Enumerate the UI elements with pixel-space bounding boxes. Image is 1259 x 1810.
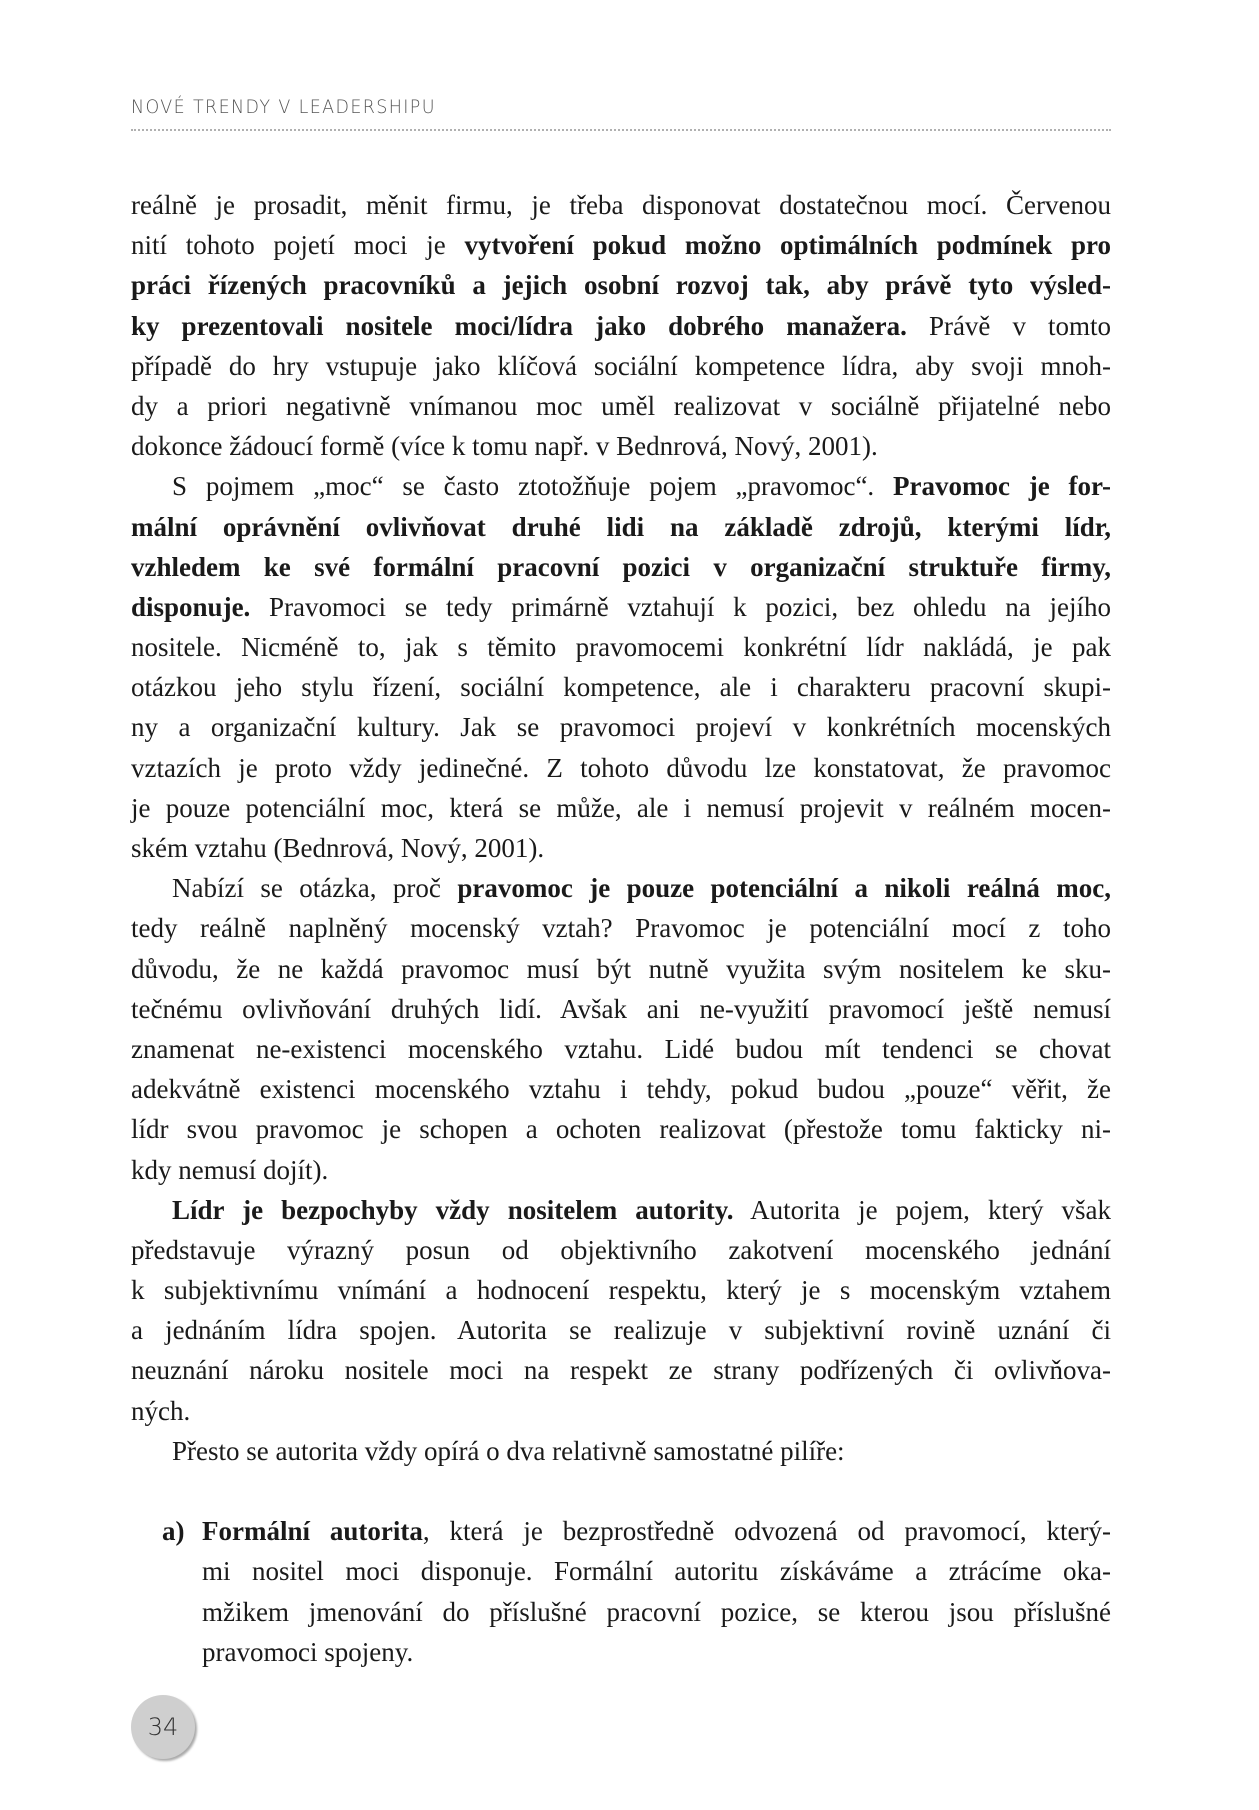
text: Autorita je pojem, který však	[733, 1194, 1111, 1225]
text: neuznání nároku nositele moci na respekt ze strany podřízených či ovlivňova-	[131, 1355, 1111, 1386]
list-item	[131, 1511, 1111, 1672]
text: tedy reálně naplněný mocenský vztah? Pravomoc je potenciální mocí z toho	[131, 913, 1111, 944]
text-line	[131, 1270, 1111, 1310]
text-line	[131, 949, 1111, 989]
text: dokonce žádoucí formě (více k tomu např. v Bednrová, Nový, 2001).	[131, 431, 878, 462]
text: otázkou jeho stylu řízení, sociální kompetence, ale i charakteru pracovní skupi-	[131, 672, 1111, 703]
text-line	[131, 1109, 1111, 1149]
text-line	[131, 225, 1111, 265]
text-line	[202, 1632, 1111, 1672]
paragraph	[131, 466, 1111, 868]
text-line	[131, 828, 1111, 868]
text-line	[131, 788, 1111, 828]
text: ském vztahu (Bednrová, Nový, 2001).	[131, 833, 545, 863]
list-marker: a)	[162, 1516, 185, 1547]
text: S pojmem „moc“ se často ztotožňuje pojem „pravomoc“.	[172, 471, 893, 502]
paragraph	[131, 1190, 1111, 1431]
paragraph	[131, 185, 1111, 466]
text-line	[131, 346, 1111, 386]
header-divider	[131, 129, 1111, 131]
spacer	[131, 1471, 1111, 1511]
text: dy a priori negativně vnímanou moc uměl realizovat v sociálně přijatelné nebo	[131, 390, 1111, 421]
text-line	[131, 547, 1111, 587]
text: adekvátně existenci mocenského vztahu i tehdy, pokud budou „pouze“ věřit, že	[131, 1074, 1111, 1105]
text-line	[131, 1069, 1111, 1109]
text-line	[202, 1551, 1111, 1591]
text-line	[131, 1150, 1111, 1190]
text-line	[131, 1310, 1111, 1350]
body-text	[131, 185, 1111, 1672]
text: představuje výrazný posun od objektivního zakotvení mocenského jednání	[131, 1234, 1111, 1265]
text-line	[131, 748, 1111, 788]
text-line	[131, 1190, 1111, 1230]
text-line	[131, 466, 1111, 506]
text-line	[131, 306, 1111, 346]
text: Nabízí se otázka, proč	[172, 873, 458, 904]
text-line	[131, 868, 1111, 908]
text-line	[131, 707, 1111, 747]
text: Přesto se autorita vždy opírá o dva relativně samostatné pilíře:	[172, 1435, 845, 1466]
text-line	[131, 1230, 1111, 1270]
text-line	[202, 1592, 1111, 1632]
bold-text: mální oprávnění ovlivňovat druhé lidi na základě zdrojů, kterými lídr,	[131, 511, 1111, 542]
text-line	[131, 989, 1111, 1029]
text: je pouze potenciální moc, která se může, ale i nemusí projevit v reálném mocen-	[131, 792, 1111, 823]
bold-text: ky prezentovali nositele moci/lídra jako dobrého manažera.	[131, 310, 907, 341]
bold-text: pravomoc je pouze potenciální a nikoli reálná moc,	[457, 873, 1111, 904]
text: nositele. Nicméně to, jak s těmito pravomocemi konkrétní lídr nakládá, je pak	[131, 632, 1111, 663]
text: mi nositel moci disponuje. Formální autoritu získáváme a ztrácíme oka-	[202, 1556, 1111, 1587]
text-line	[131, 426, 1111, 466]
text-line	[131, 587, 1111, 627]
text: znamenat ne-existenci mocenského vztahu. Lidé budou mít tendenci se chovat	[131, 1033, 1111, 1064]
text: vztazích je proto vždy jedinečné. Z tohoto důvodu lze konstatovat, že pravomoc	[131, 752, 1111, 783]
page-number-label: 34	[147, 1713, 179, 1741]
text-line	[131, 667, 1111, 707]
text: k subjektivnímu vnímání a hodnocení respektu, který je s mocenským vztahem	[131, 1275, 1111, 1306]
text-line	[131, 908, 1111, 948]
paragraph	[131, 1431, 1111, 1471]
bold-text: Pravomoc je for-	[892, 471, 1111, 502]
page-number	[131, 1695, 195, 1759]
bold-text: disponuje.	[131, 591, 251, 622]
text-line	[131, 1391, 1111, 1431]
text: důvodu, že ne každá pravomoc musí být nutně využita svým nositelem ke sku-	[131, 953, 1111, 984]
text: Právě v tomto	[906, 310, 1111, 341]
text: a jednáním lídra spojen. Autorita se realizuje v subjektivní rovině uznání či	[131, 1315, 1111, 1346]
text: tečnému ovlivňování druhých lidí. Avšak ani ne-využití pravomocí ještě nemusí	[131, 993, 1111, 1024]
text-line	[131, 185, 1111, 225]
text: reálně je prosadit, měnit firmu, je třeba disponovat dostatečnou mocí. Červenou	[131, 190, 1111, 220]
bold-text: Formální autorita	[202, 1516, 423, 1547]
text: ných.	[131, 1395, 191, 1426]
text: , která je bezprostředně odvozená od pravomocí, který-	[422, 1516, 1111, 1547]
text: mžikem jmenování do příslušné pracovní pozice, se kterou jsou příslušné	[202, 1596, 1111, 1627]
text-line	[131, 627, 1111, 667]
text-line	[131, 507, 1111, 547]
text-line	[131, 386, 1111, 426]
text-line	[131, 1350, 1111, 1390]
text: Pravomoci se tedy primárně vztahují k pozici, bez ohledu na jejího	[250, 591, 1111, 622]
text-line	[131, 1431, 1111, 1471]
bold-text: vytvoření pokud možno optimálních podmínek pro	[464, 230, 1112, 261]
bold-text: vzhledem ke své formální pracovní pozici v organizační struktuře firmy,	[131, 551, 1111, 582]
running-header: NOVÉ TRENDY V LEADERSHIPU	[131, 96, 436, 118]
text: nití tohoto pojetí moci je	[131, 230, 465, 261]
text: ny a organizační kultury. Jak se pravomoci projeví v konkrétních mocenských	[131, 712, 1111, 743]
text-line	[202, 1511, 1111, 1551]
text-line	[131, 265, 1111, 305]
text-line	[131, 1029, 1111, 1069]
paragraph	[131, 868, 1111, 1190]
text: lídr svou pravomoc je schopen a ochoten realizovat (přestože tomu fakticky ni-	[131, 1114, 1111, 1145]
bold-text: Lídr je bezpochyby vždy nositelem autority.	[172, 1194, 734, 1225]
text: kdy nemusí dojít).	[131, 1154, 329, 1185]
text: pravomoci spojeny.	[202, 1636, 414, 1667]
bold-text: práci řízených pracovníků a jejich osobní rozvoj tak, aby právě tyto výsled-	[131, 270, 1111, 301]
text: případě do hry vstupuje jako klíčová sociální kompetence lídra, aby svoji mnoh-	[131, 350, 1111, 381]
